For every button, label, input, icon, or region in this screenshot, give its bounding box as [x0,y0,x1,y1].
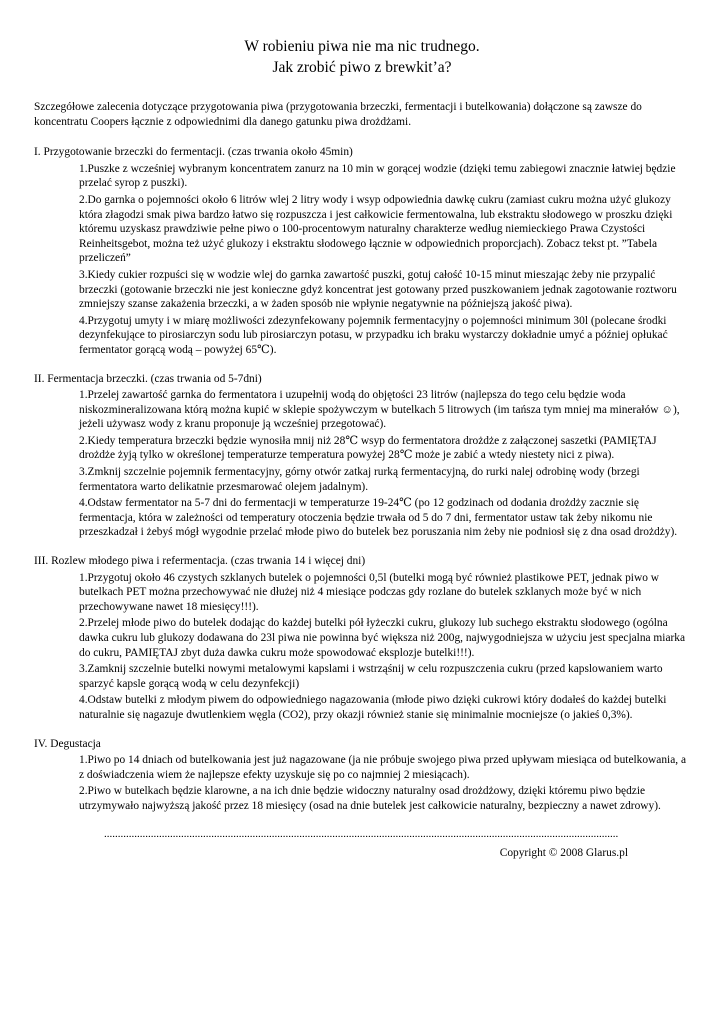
section-fermentation [34,372,690,541]
list-item: 1.Piwo po 14 dniach od butelkowania jest już nagazowane (ja nie próbuje swojego piwa przed upływam miesiąca od butelkowania, a z doświadczenia wiem że najlepsze efekty uzyskuje się po co najmniej 2 miesiącach). [79,754,687,781]
list-item: 2.Piwo w butelkach będzie klarowne, a na ich dnie będzie widoczny naturalny osad drożdżowy, dzięki któremu piwo będzie utrzymywało najwyższą jakość przez 18 miesięcy (osad na dnie butelek jest całkowicie naturalny, bezpieczny a nawet zdrowy). [79,785,661,812]
list-item: 2.Przelej młode piwo do butelek dodając do każdej butelki pół łyżeczki cukru, glukozy lub suchego ekstraktu słodowego (ogólna dawka cukru lub glukozy dodawana do 23l piwa nie powinna być większa niż 200g, najwygodniejsza w użyciu jest specjalna miarka do cukru, PAMIĘTAJ zbyt duża dawka cukru może spowodować eksplozje butelki!!!). [79,617,686,659]
list-item: 2.Do garnka o pojemności około 6 litrów wlej 2 litry wody i wsyp odpowiednia dawkę cukru (zamiast cukru można użyć glukozy która złagodzi smak piwa bardzo łatwo się rozpuszcza i jest całkowicie fermentowalna, lub ekstraktu słodowego w proszku dzięki któremu uzyskasz prawdziwie pełne piwo o 100-procentowym naturalny charakterze według niemieckiego Prawa Czystości Reinheitsgebot, można też użyć glukozy i ekstraktu słodowego łącznie w odpowiednich proporcjach). Zobacz tekst pt. ”Tabela przeliczeń” [79,193,673,265]
section-heading: IV. Degustacja [34,737,101,750]
section-heading: II. Fermentacja brzeczki. (czas trwania od 5-7dni) [34,372,262,385]
dotted-separator: ........................................................................................................................................................................................... [104,827,619,840]
section-bottling [34,554,690,723]
list-item: 4.Odstaw butelki z młodym piwem do odpowiedniego nagazowania (młode piwo dzięki cukrowi który dodałeś do każdej butelki naturalnie się nagazuje dwutlenkiem węgla (CO2), przy okazji również stanie się minimalnie mocniejsze (o jakieś 0,3%). [79,694,667,721]
list-item: 3.Kiedy cukier rozpuści się w wodzie wlej do garnka zawartość puszki, gotuj całość 10-15 minut mieszając żeby nie przypalić brzeczki (gotowanie brzeczki nie jest konieczne gdyż koncentrat jest gotowany przed puszkowaniem jednak zagotowanie roztworu zmniejszy szanse zakażenia brzeczki, a w żaden sposób nie wpłynie negatywnie na późniejszą jakość piwa). [79,268,677,311]
section-tasting [34,737,690,814]
intro-paragraph: Szczegółowe zalecenia dotyczące przygotowania piwa (przygotowania brzeczki, fermentacji i butelkowania) dołączone są zawsze do koncentratu Coopers łącznie z odpowiednimi dla danego gatunku piwa drożdżami. [34,101,642,128]
title-line-1: W robieniu piwa nie ma nic trudnego. [244,38,480,55]
section-preparation [34,145,690,357]
title-line-2: Jak zrobić piwo z brewkit’a? [272,59,452,76]
list-item: 1.Przygotuj około 46 czystych szklanych butelek o pojemności 0,5l (butelki mogą być również plastikowe PET, jednak piwo w butelkach PET można przechowywać nie dłużej niż 4 miesiące podczas gdy rozlane do butelek szklanych może być w nich przechowywane nawet 18 miesięcy!!!). [79,571,659,613]
list-item: 1.Przelej zawartość garnka do fermentatora i uzupełnij wodą do objętości 23 litrów (najlepsza do tego celu będzie woda niskozmineralizowana którą można kupić w sklepie spożywczym w butelkach 5 litrowych (im tańsza tym mniej ma minerałów ☺), jeżeli używasz wody z kranu proponuje ją wcześniej przegotować). [79,389,680,431]
list-item: 3.Zmknij szczelnie pojemnik fermentacyjny, górny otwór zatkaj rurką fermentacyjną, do rurki nalej odrobinę wody (brzegi fermentatora warto delikatnie przesmarować olejem jadalnym). [79,466,640,493]
list-item: 2.Kiedy temperatura brzeczki będzie wynosiła mnij niż 28℃ wsyp do fermentatora drożdże z załączonej saszetki (PAMIĘTAJ drożdże żyją tylko w określonej temperaturze temperatura powyżej 28℃ może je zabić a wtedy niestety nici z piwa). [79,434,657,462]
copyright-notice: Copyright © 2008 Glarus.pl [499,846,628,859]
list-item: 3.Zamknij szczelnie butelki nowymi metalowymi kapslami i wstrząśnij w celu rozpuszczenia cukru (przed kapslowaniem warto sparzyć kapsle gorącą wodą w celu dezynfekcji) [79,663,663,690]
list-item: 4.Przygotuj umyty i w miarę możliwości zdezynfekowany pojemnik fermentacyjny o pojemności minimum 30l (polecane środki dezynfekujące to pirosiarczyn sodu lub pirosiarczyn potasu, w przypadku ich braku wystarczy dokładnie umyć a później opłukać fermentator gorącą wodą – powyżej 65℃). [79,314,668,356]
list-item: 4.Odstaw fermentator na 5-7 dni do fermentacji w temperaturze 19-24℃ (po 12 godzinach od dodania drożdży zacznie się fermentacja, która w zależności od temperatury otoczenia będzie trwała od 5 do 7 dni, fermentator ustaw tak żeby nikomu nie przeszkadzał i żebyś mógł wygodnie przelać młode piwo do butelek bez poruszania nim żeby nie podniosł się z dna osad drożdży). [79,497,678,539]
list-item: 1.Puszke z wcześniej wybranym koncentratem zanurz na 10 min w gorącej wodzie (dzięki temu zabiegowi znacznie łatwiej będzie przelać syrop z puszki). [79,162,676,190]
section-heading: III. Rozlew młodego piwa i refermentacja. (czas trwania 14 i więcej dni) [34,555,366,568]
document-title [34,36,690,78]
section-heading: I. Przygotowanie brzeczki do fermentacji. (czas trwania około 45min) [34,146,353,159]
